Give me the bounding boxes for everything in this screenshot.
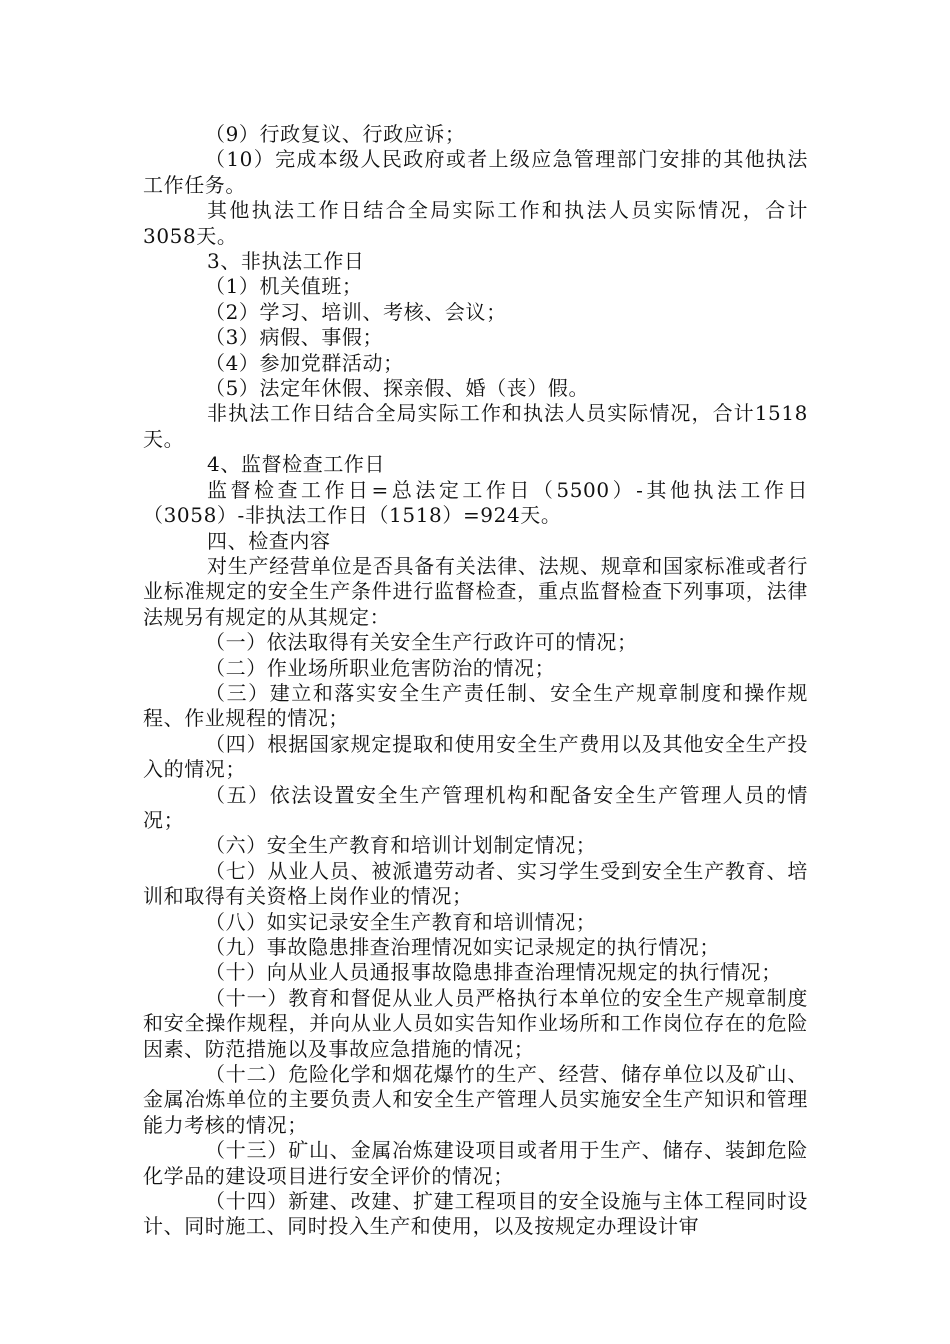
paragraph-check-item-12: （十二）危险化学和烟花爆竹的生产、经营、储存单位以及矿山、金属冶炼单位的主要负责人和安全生产管理人员实施安全生产知识和管理能力考核的情况； (143, 1062, 808, 1137)
paragraph-non-enforcement-total: 非执法工作日结合全局实际工作和执法人员实际情况，合计1518天。 (143, 401, 808, 451)
paragraph-item-5: （5）法定年休假、探亲假、婚（丧）假。 (205, 376, 590, 401)
paragraph-item-9: （9）行政复议、行政应诉； (205, 122, 466, 146)
paragraph-check-item-9: （九）事故隐患排查治理情况如实记录规定的执行情况； (205, 935, 720, 959)
paragraph-check-item-6: （六）安全生产教育和培训计划制定情况； (205, 833, 597, 858)
paragraph-item-3: （3）病假、事假； (205, 325, 384, 350)
paragraph-item-4: （4）参加党群活动； (205, 350, 404, 375)
paragraph-inspection-intro: 对生产经营单位是否具备有关法律、法规、规章和国家标准或者行业标准规定的安全生产条件进行监督检查，重点监督检查下列事项，法律法规另有规定的从其规定： (143, 553, 808, 629)
paragraph-check-item-2: （二）作业场所职业危害防治的情况； (205, 655, 556, 680)
paragraph-check-item-10: （十）向从业人员通报事故隐患排查治理情况规定的执行情况； (205, 960, 782, 985)
paragraph-supervision-formula: 监督检查工作日=总法定工作日（5500）-其他执法工作日（3058）-非执法工作日（1518）=924天。 (143, 477, 808, 528)
paragraph-check-item-11: （十一）教育和督促从业人员严格执行本单位的安全生产规章制度和安全操作规程，并向从业人员如实告知作业场所和工作岗位存在的危险因素、防范措施以及事故应急措施的情况； (143, 985, 808, 1061)
paragraph-check-item-14: （十四）新建、改建、扩建工程项目的安全设施与主体工程同时设计、同时施工、同时投入生产和使用，以及按规定办理设计审 (143, 1189, 808, 1239)
heading-non-enforcement-days: 3、非执法工作日 (207, 249, 365, 274)
paragraph-check-item-8: （八）如实记录安全生产教育和培训情况； (205, 909, 597, 934)
paragraph-other-enforcement-total: 其他执法工作日结合全局实际工作和执法人员实际情况，合计3058天。 (143, 198, 808, 248)
paragraph-item-1: （1）机关值班； (205, 274, 363, 299)
paragraph-check-item-5: （五）依法设置安全生产管理机构和配备安全生产管理人员的情况； (143, 782, 808, 832)
heading-supervision-days: 4、监督检查工作日 (207, 452, 386, 477)
paragraph-check-item-1: （一）依法取得有关安全生产行政许可的情况； (205, 630, 638, 655)
paragraph-item-10: （10）完成本级人民政府或者上级应急管理部门安排的其他执法工作任务。 (143, 147, 808, 197)
paragraph-item-2: （2）学习、培训、考核、会议； (205, 299, 507, 324)
heading-inspection-content: 四、检查内容 (207, 528, 331, 553)
paragraph-check-item-13: （十三）矿山、金属冶炼建设项目或者用于生产、储存、装卸危险化学品的建设项目进行安全评价的情况； (143, 1138, 808, 1188)
paragraph-check-item-4: （四）根据国家规定提取和使用安全生产费用以及其他安全生产投入的情况； (143, 731, 808, 782)
paragraph-check-item-3: （三）建立和落实安全生产责任制、安全生产规章制度和操作规程、作业规程的情况； (143, 680, 808, 731)
paragraph-check-item-7: （七）从业人员、被派遣劳动者、实习学生受到安全生产教育、培训和取得有关资格上岗作业的情况； (143, 858, 808, 909)
document-page (143, 122, 808, 1240)
